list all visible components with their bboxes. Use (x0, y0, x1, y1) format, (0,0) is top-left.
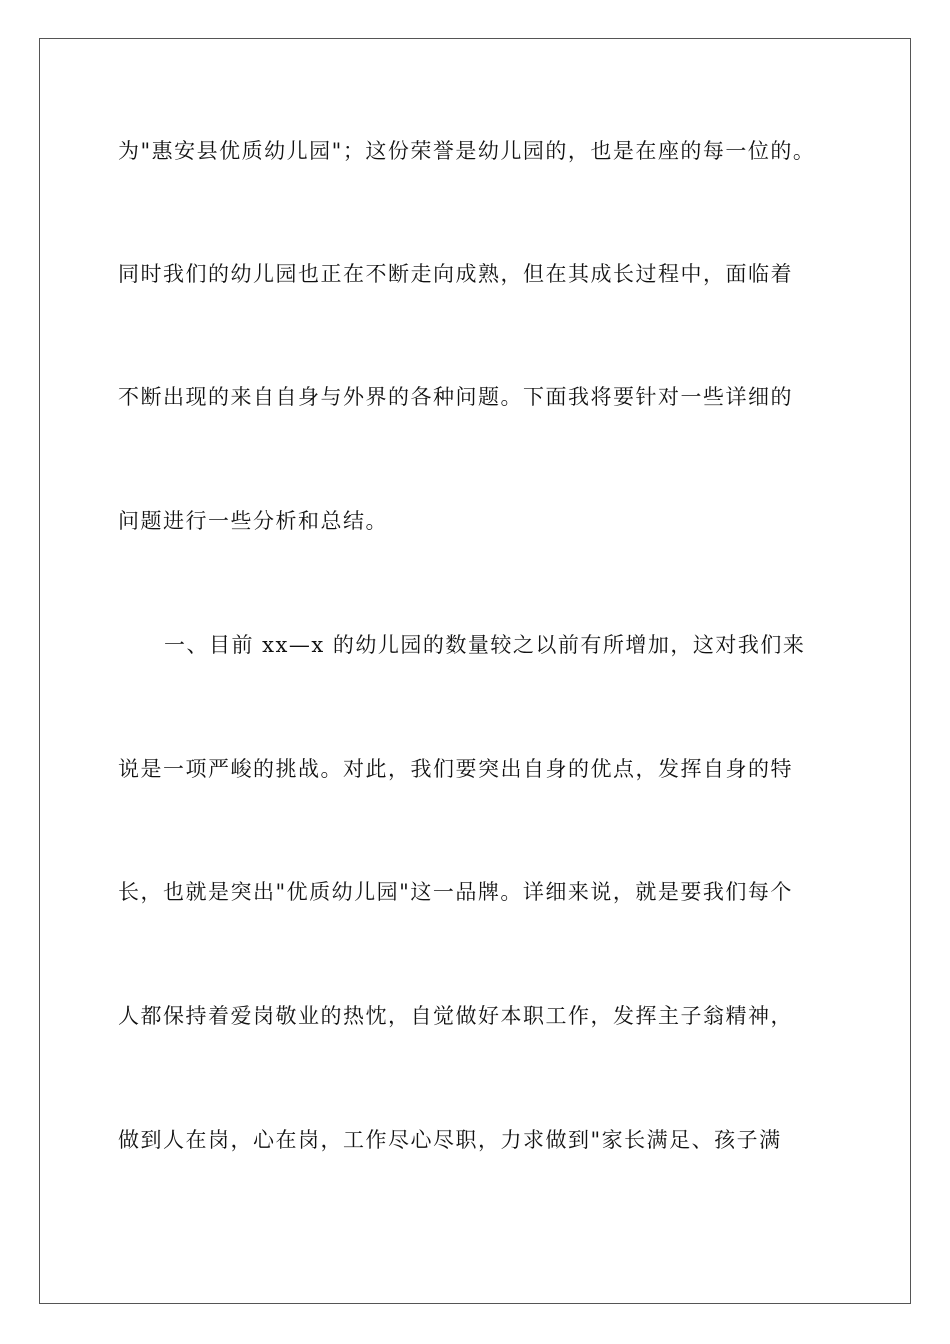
text-line-5: 一、目前 xx—x 的幼儿园的数量较之以前有所增加，这对我们来 (164, 633, 806, 657)
text-line-7: 长，也就是突出"优质幼儿园"这一品牌。详细来说，就是要我们每个 (118, 880, 793, 904)
text-line-8: 人都保持着爱岗敬业的热忱，自觉做好本职工作，发挥主子翁精神， (118, 1004, 793, 1028)
page-border (39, 38, 911, 1304)
text-line-4: 问题进行一些分析和总结。 (118, 509, 388, 533)
text-line-9: 做到人在岗，心在岗，工作尽心尽职，力求做到"家长满足、孩子满 (118, 1128, 782, 1152)
text-line-3: 不断出现的来自自身与外界的各种问题。下面我将要针对一些详细的 (118, 385, 793, 409)
text-line-6: 说是一项严峻的挑战。对此，我们要突出自身的优点，发挥自身的特 (118, 757, 793, 781)
text-line-1: 为"惠安县优质幼儿园"；这份荣誉是幼儿园的，也是在座的每一位的。 (118, 139, 816, 163)
text-line-2: 同时我们的幼儿园也正在不断走向成熟，但在其成长过程中，面临着 (118, 262, 793, 286)
